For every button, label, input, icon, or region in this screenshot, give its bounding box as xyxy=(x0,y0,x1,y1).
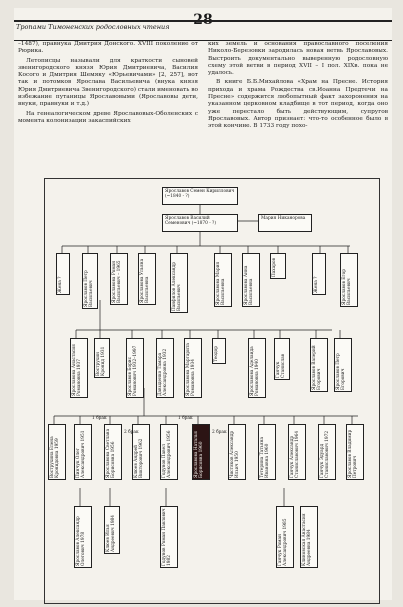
node-label: Жена ? xyxy=(314,276,319,293)
tree-node-gen5 xyxy=(74,424,92,480)
marriage-mark: 2 брак xyxy=(124,430,139,435)
tree-node-gen3 xyxy=(82,253,98,309)
tree-node-gen4 xyxy=(184,338,202,398)
tree-node-gen6 xyxy=(160,506,178,568)
tree-node-gen4 xyxy=(156,338,174,398)
node-label: Ярославов Владимир Петрович xyxy=(348,429,358,478)
node-label: Ганчук Эдуард Станиславович 1972 xyxy=(320,430,330,478)
tree-connectors xyxy=(14,8,392,600)
node-label: Пахаров xyxy=(272,257,277,277)
node-label: Давыденко Тамара Александровна 1932 xyxy=(158,348,168,396)
tree-node-gen6 xyxy=(74,506,92,568)
tree-node-gen3 xyxy=(170,253,188,313)
tree-node-root xyxy=(162,187,238,205)
tree-node-gen4 xyxy=(212,338,226,364)
tree-node-gen3 xyxy=(110,253,128,305)
node-label: Панфилов Александр Васильевич xyxy=(172,262,182,311)
node-label: Вострухина Елена Кронидовна 1959 xyxy=(50,436,60,478)
node-label: Ганчук Александр Станиславович 1964 xyxy=(290,430,300,478)
tree-node-gen3 xyxy=(270,253,286,279)
node-label: Ярославова Маргарита Романовна 1934 xyxy=(186,343,196,396)
marriage-mark: 2 брак xyxy=(212,430,227,435)
tree-node-gen5 xyxy=(104,424,122,480)
node-label: Ганчук Станислав xyxy=(276,353,286,378)
tree-node-gen3 xyxy=(312,253,326,295)
marriage-mark: 1 брак xyxy=(178,416,193,421)
connector-line xyxy=(76,330,340,338)
paragraph: –1487), правнука Дмитрия Донского. XVIII поколение от Рюрика. xyxy=(18,41,198,55)
node-label: Ярославов Петр Егорович xyxy=(336,353,346,390)
tree-node-gen4 xyxy=(126,338,144,398)
tree-node-gen3 xyxy=(138,253,156,305)
tree-node-gen3 xyxy=(56,253,70,295)
node-label: Тетерина Татьяна Ивановна 1960 xyxy=(260,436,270,478)
tree-node-gen4 xyxy=(70,338,88,398)
node-label: Годунов Павел Александрович 1956 xyxy=(162,430,172,478)
tree-node-gen3 xyxy=(214,253,232,307)
tree-node-gen6 xyxy=(104,506,120,554)
tree-node-gen5 xyxy=(318,424,336,480)
tree-node-gen6 xyxy=(276,506,294,568)
paragraph: Летописцы называли для краткости сыновей звенигородского князя Юрия Дмитриевича, Василия Косого и Дмитрия Шемяку «Юрьевичами» [2, 257], вот так и потомков Ярослава Васильевича (внука князя Юрия Дмитриевича Звенигородского) стали именовать во избежание путаницы Ярославовыми (Ярославовы дети, внуки, правнуки и т.д.) xyxy=(18,57,199,108)
node-label: Жена ? xyxy=(58,276,63,293)
tree-node-gen5 xyxy=(48,424,66,480)
paragraph: На генеалогическом древе Ярославовых-Оболенских с момента колонизации закаспийских xyxy=(18,110,198,124)
tree-node-gen6 xyxy=(300,506,318,568)
tree-node-gen4 xyxy=(334,338,352,392)
node-label: Клюев Илья Андреевич 1984 xyxy=(106,514,116,552)
node-label: Ярославов Егор Васильевич xyxy=(342,268,352,305)
connector-line xyxy=(62,246,348,253)
running-title: Тропами Тимоненских родословных чтения xyxy=(16,23,170,31)
tree-node-gen4 xyxy=(274,338,290,380)
node-label: Мария Никанорова xyxy=(261,216,306,221)
connector-line xyxy=(54,388,358,416)
node-label: Чистяков Александр Ильич 1950 xyxy=(230,430,240,478)
node-label: Ярославова Наталья Борисовна 1960 xyxy=(194,431,204,478)
node-label: Ярославов Александр Олегович 1978 xyxy=(76,516,86,566)
tree-node-gen4 xyxy=(310,338,328,392)
node-label: Ярославова Ульяна Васильевна xyxy=(140,258,150,303)
node-label: Ярославов Борис Романович 1932–1997 xyxy=(128,345,138,396)
node-label: Теодор xyxy=(214,346,219,362)
node-label: Годунов Роман Павлович 1982 xyxy=(162,508,172,566)
marriage-mark: 1 брак xyxy=(92,416,107,421)
node-label: Ярославова Мария Васильевна xyxy=(216,261,226,305)
node-label: Ярославова Роман Васильевич – 1965 xyxy=(112,260,122,303)
tree-node-gen5 xyxy=(258,424,276,480)
node-label: Ганчук Роман Александрович 1985 xyxy=(278,518,288,566)
node-label: Ярославов Семен Кириллович (~1840 - ?) xyxy=(165,189,235,199)
connector-line xyxy=(80,488,284,506)
node-label: Ярославова Анастасия Романовна 1937 xyxy=(72,344,82,396)
tree-node-gen4 xyxy=(94,338,110,378)
tree-node-gen2 xyxy=(162,214,238,232)
tree-node-gen5 xyxy=(228,424,246,480)
page-number: 28 xyxy=(193,12,213,28)
tree-node-gen4 xyxy=(248,338,266,398)
node-label: Клиновская Анастасия Андреевна 1984 xyxy=(302,513,312,566)
paragraph: В книге Б.Б.Михайлова «Храм на Пресне. История прихода и храма Рождества св.Иоанна Предтечи на Пресне» содержится любопытный факт захоронения на указанном церковном кладбище в тот период, когда оно уже перестало быть действующим, супругов Ярославовых. Автор признает: что-то особенное было в этой кончине. В 1733 году похо- xyxy=(208,79,388,130)
tree-node-gen5 xyxy=(346,424,364,480)
tree-node-gen5 xyxy=(160,424,178,480)
node-label: Ярославов Валерий Егорович xyxy=(312,345,322,390)
paragraph: ких земель и основания православного поселения Николо-Березовки зародилась новая ветвь Ярославовых. Выстроить документально выверенную родословную схему этой ветви в период XVII – I пол. XIXв. пока не удалось. xyxy=(208,41,388,77)
node-label: Ярославова Светлана Борисовна 1956 xyxy=(106,428,116,478)
node-label: Клюев Андрей Викторович 1962 xyxy=(134,438,144,478)
tree-node-gen5 xyxy=(288,424,306,480)
node-label: Ярославова Аделаида Романовна 1940 xyxy=(250,346,260,396)
tree-node-gen3 xyxy=(340,253,358,307)
tree-node-gen2-wife xyxy=(258,214,312,232)
node-label: Пинчук Олег Александрович 1951 xyxy=(76,430,86,478)
tree-node-gen5-highlighted xyxy=(192,424,210,480)
tree-node-gen3 xyxy=(242,253,260,307)
node-label: Вострухин Кронид 1931 xyxy=(96,346,106,376)
node-label: Ярославов Петр Васильевич xyxy=(84,270,94,307)
node-label: Ярославова Анна Васильевна xyxy=(244,265,254,305)
node-label: Ярославов Василий Семенович (~1870 - ?) xyxy=(165,216,217,226)
